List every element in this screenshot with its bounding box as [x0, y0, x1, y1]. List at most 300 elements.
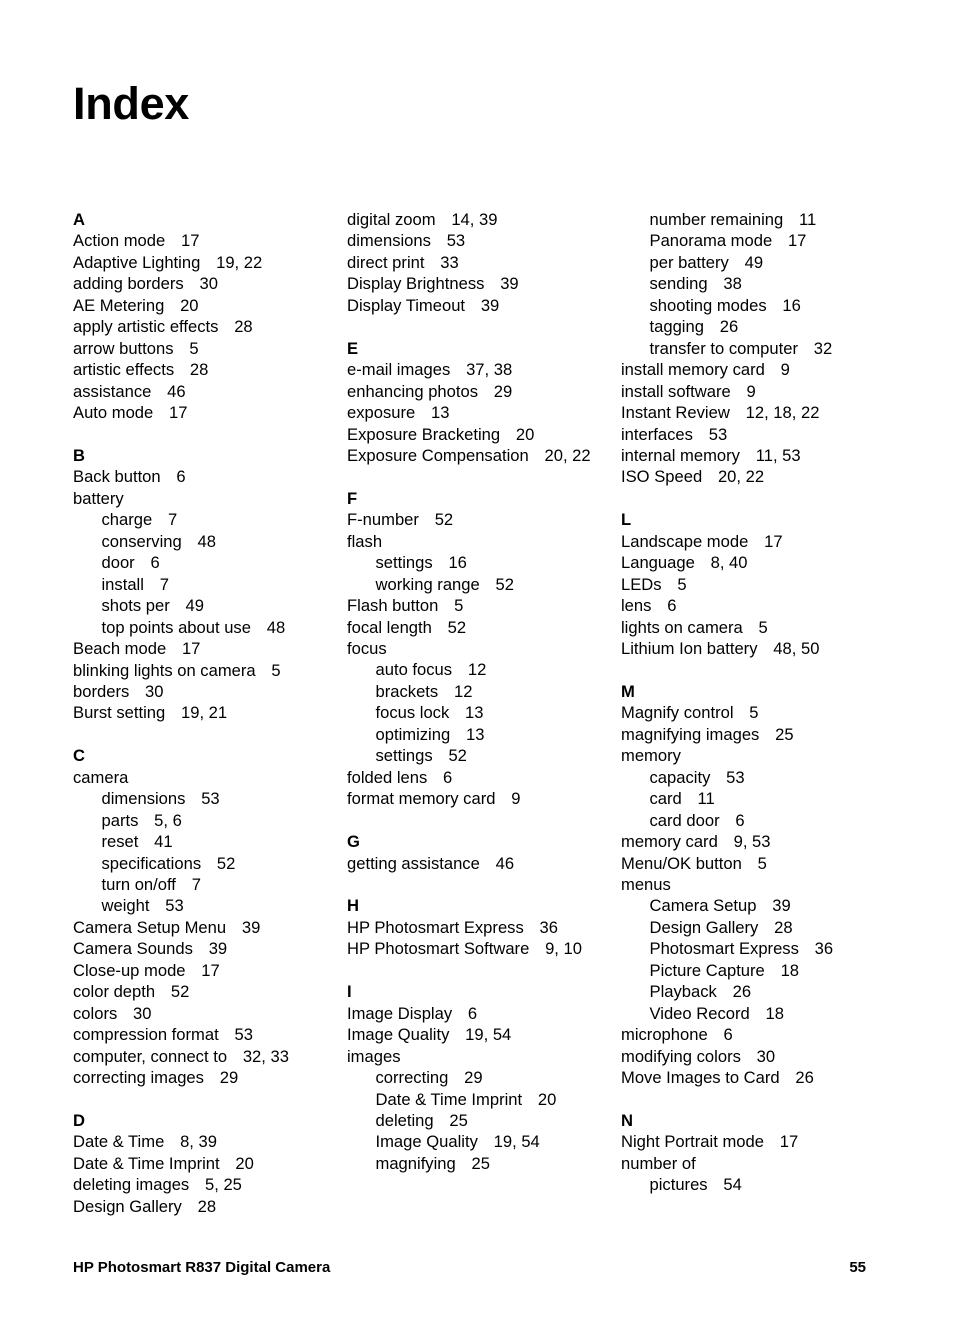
index-term: dimensions [347, 231, 431, 251]
index-term: memory card [621, 832, 718, 852]
index-term: Image Display [347, 1003, 453, 1023]
index-page-ref: 32, 33 [242, 1046, 289, 1066]
index-entry [621, 381, 883, 402]
index-term: correcting images [73, 1068, 204, 1088]
index-page-ref: 5 [758, 617, 768, 637]
index-term: Night Portrait mode [621, 1132, 764, 1152]
index-page-ref: 6 [723, 1025, 733, 1045]
index-subentry [347, 552, 609, 573]
index-entry [73, 273, 335, 294]
index-page-ref: 12 [453, 681, 473, 701]
index-term: Picture Capture [649, 960, 765, 980]
index-term: Photosmart Express [649, 939, 799, 959]
index-page-ref: 29 [464, 1068, 483, 1088]
index-page-ref: 6 [176, 467, 186, 487]
index-term: conserving [101, 531, 182, 551]
index-term: compression format [73, 1025, 219, 1045]
index-subentry [621, 960, 883, 981]
index-entry [621, 1153, 883, 1174]
index-term: magnifying [375, 1153, 456, 1173]
index-entry [73, 488, 335, 509]
index-term: borders [73, 681, 130, 701]
index-term: Magnify control [621, 703, 734, 723]
index-entry [73, 1067, 335, 1088]
index-subentry [621, 338, 883, 359]
index-entry [73, 1174, 335, 1195]
index-term: Close-up mode [73, 960, 186, 980]
index-page-ref: 53 [165, 896, 184, 916]
index-page-ref: 39 [480, 295, 500, 315]
index-term: arrow buttons [73, 338, 174, 358]
index-entry [621, 424, 883, 445]
index-entry [347, 381, 609, 402]
index-page-ref: 52 [216, 853, 236, 873]
index-subentry [73, 531, 335, 552]
index-entry [347, 617, 609, 638]
index-page-ref: 5, 6 [154, 810, 182, 830]
index-term: interfaces [621, 424, 693, 444]
index-letter-heading: C [73, 746, 85, 766]
index-term: install software [621, 381, 731, 401]
index-entry [347, 1046, 609, 1067]
index-page-ref: 20, 22 [717, 467, 765, 487]
index-term: battery [73, 488, 124, 508]
index-term: dimensions [101, 789, 186, 809]
index-entry [621, 702, 883, 723]
index-subentry [347, 1067, 609, 1088]
index-entry [347, 273, 609, 294]
index-subentry [621, 810, 883, 831]
index-page-ref: 30 [756, 1046, 776, 1066]
index-term: Image Quality [375, 1132, 478, 1152]
index-term: Date & Time Imprint [73, 1153, 220, 1173]
index-column-2 [347, 209, 609, 1174]
index-term: Design Gallery [73, 1196, 182, 1216]
index-subentry [621, 938, 883, 959]
index-entry [73, 316, 335, 337]
index-entry [73, 660, 335, 681]
index-term: Exposure Compensation [347, 445, 529, 465]
index-page-ref: 6 [735, 810, 745, 830]
index-page-ref: 9, 10 [545, 939, 582, 959]
index-entry [73, 381, 335, 402]
index-term: blinking lights on camera [73, 660, 256, 680]
index-subentry [347, 574, 609, 595]
index-letter-heading: G [347, 832, 360, 852]
index-term: auto focus [375, 660, 453, 680]
index-subentry [73, 874, 335, 895]
index-term: focus [347, 639, 387, 659]
index-letter-heading: H [347, 896, 359, 916]
index-page-ref: 48 [197, 531, 216, 551]
index-term: optimizing [375, 724, 451, 744]
index-subentry [73, 617, 335, 638]
index-letter-heading: D [73, 1110, 85, 1130]
index-page-ref: 20, 22 [544, 445, 591, 465]
index-page-ref: 28 [234, 317, 253, 337]
index-entry [621, 745, 883, 766]
index-subentry [621, 917, 883, 938]
index-entry [621, 402, 883, 423]
index-page-ref: 53 [726, 767, 745, 787]
index-entry [73, 295, 335, 316]
index-page-ref: 19, 54 [465, 1025, 512, 1045]
index-term: HP Photosmart Software [347, 939, 530, 959]
index-letter-heading: A [73, 210, 85, 229]
index-page-ref: 18 [765, 1003, 784, 1023]
index-entry [621, 574, 883, 595]
index-term: Move Images to Card [621, 1068, 780, 1088]
index-page-ref: 37, 38 [466, 360, 513, 380]
index-letter-heading: I [347, 982, 352, 1002]
index-page-ref: 19, 21 [181, 703, 228, 723]
index-term: HP Photosmart Express [347, 917, 524, 937]
index-subentry [73, 895, 335, 916]
index-term: memory [621, 746, 681, 766]
index-term: folded lens [347, 767, 428, 787]
index-page-ref: 9 [780, 360, 790, 380]
index-subentry [347, 724, 609, 745]
index-term: specifications [101, 853, 202, 873]
index-subentry [347, 1110, 609, 1131]
index-term: turn on/off [101, 875, 176, 895]
index-page-ref: 20 [235, 1153, 254, 1173]
index-term: Video Record [649, 1003, 750, 1023]
index-entry [347, 209, 609, 230]
index-entry [73, 681, 335, 702]
index-term: lights on camera [621, 617, 743, 637]
index-entry [621, 445, 883, 466]
index-subentry [621, 895, 883, 916]
index-term: weight [101, 896, 150, 916]
index-entry [347, 359, 609, 380]
index-page-ref: 53 [234, 1025, 253, 1045]
index-page-ref: 41 [154, 832, 173, 852]
index-subentry [73, 853, 335, 874]
index-term: settings [375, 746, 433, 766]
index-page-ref: 26 [795, 1068, 814, 1088]
index-entry [73, 981, 335, 1002]
index-term: door [101, 553, 135, 573]
index-term: capacity [649, 767, 711, 787]
index-term: parts [101, 810, 139, 830]
index-page-ref: 53 [201, 789, 220, 809]
index-page-ref: 5 [189, 338, 199, 358]
index-term: ISO Speed [621, 467, 703, 487]
index-term: Flash button [347, 596, 439, 616]
index-entry [347, 767, 609, 788]
index-page-ref: 6 [667, 596, 677, 616]
index-term: F-number [347, 510, 419, 530]
index-entry [73, 359, 335, 380]
index-page-ref: 13 [465, 703, 484, 723]
index-term: per battery [649, 252, 729, 272]
index-letter-heading: E [347, 338, 359, 358]
index-column-1 [73, 209, 335, 1217]
index-page-ref: 5 [271, 660, 281, 680]
index-page-ref: 5 [757, 853, 767, 873]
index-term: Language [621, 553, 695, 573]
index-page-ref: 20 [180, 295, 199, 315]
index-entry [73, 1024, 335, 1045]
index-term: Camera Setup Menu [73, 917, 227, 937]
index-entry [73, 702, 335, 723]
index-subentry [73, 509, 335, 530]
index-page-ref: 12 [467, 660, 487, 680]
index-subentry [73, 831, 335, 852]
index-subentry [347, 1153, 609, 1174]
index-page-ref: 54 [723, 1175, 742, 1195]
index-entry [347, 531, 609, 552]
index-entry [621, 466, 883, 487]
index-entry [347, 230, 609, 251]
index-entry [621, 617, 883, 638]
index-letter-heading: F [347, 488, 358, 508]
index-term: Auto mode [73, 403, 154, 423]
index-entry [73, 1196, 335, 1217]
index-entry [73, 767, 335, 788]
index-term: LEDs [621, 574, 662, 594]
index-term: direct print [347, 252, 425, 272]
index-entry [347, 1024, 609, 1045]
index-term: format memory card [347, 789, 496, 809]
index-subentry [621, 252, 883, 273]
index-term: Beach mode [73, 639, 167, 659]
index-page-ref: 17 [181, 231, 200, 251]
index-term: internal memory [621, 445, 740, 465]
index-subentry [621, 1174, 883, 1195]
index-entry [621, 359, 883, 380]
index-page-ref: 9 [511, 789, 521, 809]
index-page-ref: 14, 39 [451, 210, 498, 229]
index-page-ref: 13 [431, 403, 450, 423]
index-page-ref: 48, 50 [773, 639, 820, 659]
index-term: camera [73, 767, 129, 787]
index-page-ref: 52 [447, 617, 467, 637]
index-term: Exposure Bracketing [347, 424, 501, 444]
index-page-ref: 17 [169, 403, 188, 423]
index-entry [621, 552, 883, 573]
index-page-ref: 7 [159, 574, 169, 594]
index-page-ref: 17 [201, 960, 220, 980]
index-subentry [621, 230, 883, 251]
index-page-ref: 29 [493, 381, 513, 401]
index-term: Camera Setup [649, 896, 757, 916]
index-page-ref: 18 [780, 960, 800, 980]
index-term: computer, connect to [73, 1046, 228, 1066]
index-entry [347, 853, 609, 874]
index-subentry [621, 316, 883, 337]
index-term: pictures [649, 1175, 708, 1195]
index-page-ref: 30 [133, 1003, 152, 1023]
index-term: focus lock [375, 703, 450, 723]
index-page-ref: 6 [443, 767, 453, 787]
index-term: menus [621, 875, 671, 895]
index-entry [73, 1131, 335, 1152]
index-entry [621, 1067, 883, 1088]
index-page-ref: 6 [467, 1003, 478, 1023]
index-entry [621, 638, 883, 659]
index-term: reset [101, 832, 139, 852]
index-subentry [73, 788, 335, 809]
index-term: magnifying images [621, 724, 760, 744]
index-subentry [347, 659, 609, 680]
index-subentry [621, 295, 883, 316]
index-page-ref: 39 [241, 917, 261, 937]
index-page-ref: 52 [434, 510, 454, 530]
index-term: AE Metering [73, 295, 165, 315]
index-term: Instant Review [621, 403, 730, 423]
index-subentry [621, 981, 883, 1002]
index-page-ref: 30 [199, 274, 218, 294]
index-entry [73, 938, 335, 959]
index-term: flash [347, 531, 383, 551]
index-term: install [101, 574, 144, 594]
index-page-ref: 26 [719, 317, 739, 337]
index-term: shots per [101, 596, 170, 616]
index-term: install memory card [621, 360, 765, 380]
index-term: sending [649, 274, 708, 294]
footer-product-name: HP Photosmart R837 Digital Camera [73, 1259, 331, 1276]
index-term: focal length [347, 617, 432, 637]
index-page-ref: 36 [814, 939, 834, 959]
index-subentry [73, 595, 335, 616]
index-term: Landscape mode [621, 531, 749, 551]
index-subentry [621, 1003, 883, 1024]
index-term: card [649, 789, 682, 809]
index-term: apply artistic effects [73, 317, 219, 337]
index-term: card door [649, 810, 720, 830]
index-term: exposure [347, 403, 416, 423]
index-term: images [347, 1046, 401, 1066]
index-page-ref: 26 [732, 982, 752, 1002]
index-page-ref: 38 [723, 274, 742, 294]
index-entry [347, 509, 609, 530]
index-entry [621, 531, 883, 552]
index-term: colors [73, 1003, 118, 1023]
index-subentry [347, 1089, 609, 1110]
index-page-ref: 9, 53 [733, 832, 771, 852]
index-entry [621, 1131, 883, 1152]
index-page-ref: 53 [708, 424, 728, 444]
index-entry [621, 853, 883, 874]
index-page-ref: 46 [495, 853, 515, 873]
index-term: artistic effects [73, 360, 175, 380]
index-term: Display Brightness [347, 274, 485, 294]
index-page-ref: 11, 53 [755, 445, 801, 465]
index-page-ref: 30 [145, 681, 164, 701]
index-term: number of [621, 1153, 696, 1173]
index-subentry [621, 788, 883, 809]
index-page-ref: 5 [749, 703, 759, 723]
index-entry [347, 295, 609, 316]
index-entry [347, 252, 609, 273]
index-term: number remaining [649, 210, 784, 229]
index-entry [73, 466, 335, 487]
index-term: Lithium Ion battery [621, 639, 758, 659]
index-entry [621, 595, 883, 616]
index-entry [73, 1003, 335, 1024]
index-entry [347, 402, 609, 423]
index-term: transfer to computer [649, 338, 798, 358]
index-letter-heading: L [621, 510, 632, 530]
index-term: brackets [375, 681, 439, 701]
footer-page-number: 55 [849, 1259, 866, 1276]
index-term: getting assistance [347, 853, 480, 873]
index-page-ref: 8, 40 [710, 553, 748, 573]
index-page-ref: 5 [454, 596, 464, 616]
index-page-ref: 12, 18, 22 [745, 403, 820, 423]
index-entry [621, 874, 883, 895]
index-page-ref: 16 [448, 553, 467, 573]
index-subentry [347, 1131, 609, 1152]
index-page-ref: 33 [440, 252, 459, 272]
index-term: working range [375, 574, 480, 594]
index-subentry [621, 209, 883, 230]
index-page-ref: 46 [167, 381, 186, 401]
index-entry [347, 595, 609, 616]
index-page-ref: 49 [185, 596, 204, 616]
index-page-ref: 28 [197, 1196, 217, 1216]
index-subentry [621, 273, 883, 294]
index-term: charge [101, 510, 153, 530]
index-page-ref: 16 [782, 295, 801, 315]
index-subentry [347, 745, 609, 766]
index-entry [347, 424, 609, 445]
index-page-ref: 49 [744, 252, 764, 272]
index-term: correcting [375, 1068, 449, 1088]
index-page-ref: 39 [500, 274, 519, 294]
index-page-ref: 28 [774, 917, 793, 937]
index-subentry [73, 810, 335, 831]
index-page-ref: 25 [471, 1153, 490, 1173]
index-term: adding borders [73, 274, 184, 294]
index-term: assistance [73, 381, 152, 401]
index-page-ref: 13 [465, 724, 485, 744]
index-subentry [73, 574, 335, 595]
index-entry [73, 338, 335, 359]
index-term: settings [375, 553, 433, 573]
index-letter-heading: M [621, 681, 635, 701]
index-page-ref: 25 [449, 1110, 468, 1130]
index-entry [621, 1046, 883, 1067]
index-page-ref: 36 [539, 917, 558, 937]
index-letter-heading: B [73, 445, 85, 465]
index-term: deleting [375, 1110, 434, 1130]
index-term: Display Timeout [347, 295, 466, 315]
index-page-ref: 17 [181, 639, 201, 659]
index-letter-heading: N [621, 1110, 633, 1130]
index-column-3 [621, 209, 883, 1196]
index-entry [73, 638, 335, 659]
index-term: Burst setting [73, 703, 166, 723]
index-term: enhancing photos [347, 381, 479, 401]
index-page-ref: 28 [189, 360, 209, 380]
index-page-ref: 19, 54 [493, 1132, 540, 1152]
index-entry [347, 445, 609, 466]
index-page-ref: 53 [446, 231, 466, 251]
index-term: Design Gallery [649, 917, 759, 937]
page-title: Index [73, 78, 190, 129]
index-page-ref: 48 [266, 617, 286, 637]
index-term: color depth [73, 982, 156, 1002]
index-page-ref: 17 [787, 231, 807, 251]
index-subentry [73, 552, 335, 573]
index-page-ref: 39 [208, 939, 228, 959]
index-term: Date & Time [73, 1132, 165, 1152]
index-term: Action mode [73, 231, 166, 251]
index-entry [347, 917, 609, 938]
